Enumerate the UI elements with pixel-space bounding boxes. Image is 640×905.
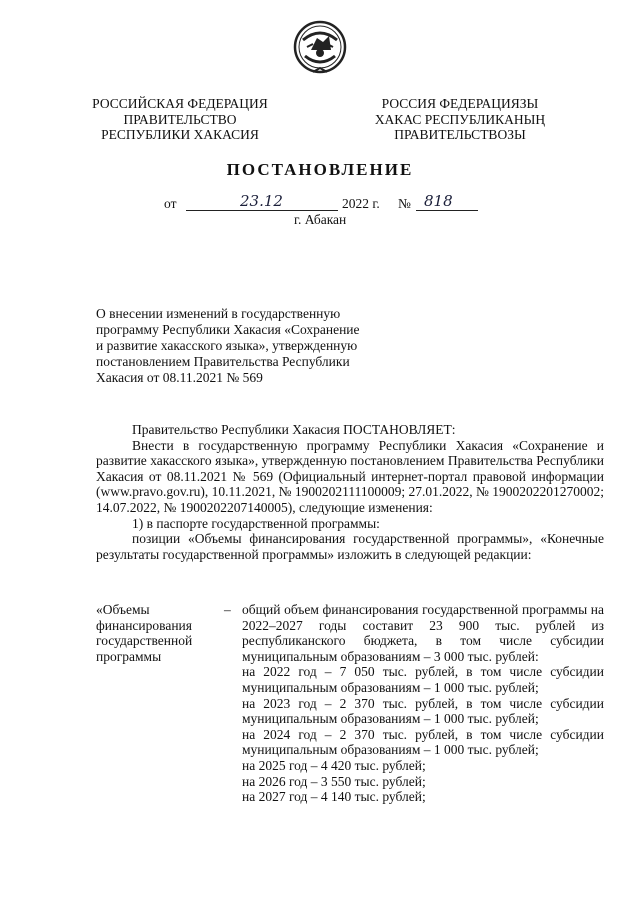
number-label: № [398,196,411,211]
table-left-line: финансирования [96,617,192,633]
city-label: г. Абакан [294,212,347,227]
header-right-line: ХАКАС РЕСПУБЛИКАНЫҢ [374,111,546,127]
subject-line: и развитие хакасского языка», утвержденную [96,338,358,353]
financing-item: на 2025 год – 4 420 тыс. рублей; [242,757,426,773]
header-left-line: РОССИЙСКАЯ ФЕДЕРАЦИЯ [92,96,268,111]
subject-block [96,306,372,386]
body-paragraph: Внести в государственную программу Республики Хакасия «Сохранение и развитие хакасского языка», утвержденную постановлением Правительства Республики Хакасия от 08.11.2021 № 569 (Официальный интернет-портал правовой информации (www.pravo.gov.ru), 10.11.2021, № 1900202111100009; 27.01.2022, № 1900202201270002; 14.07.2022, № 1900202207140005), следующие изменения: [96,437,604,515]
table-left-column [96,602,220,664]
table-left-line: программы [96,648,162,664]
from-label: от [164,196,177,211]
table-left-line: государственной [96,633,193,649]
financing-item: на 2024 год – 2 370 тыс. рублей, в том числе субсидии муниципальным образованиям – 1 000 тыс. рублей; [242,726,604,758]
subject-line: программу Республики Хакасия «Сохранение [96,322,360,337]
table-left-line: «Объемы [96,602,150,617]
header-right [360,96,560,143]
financing-item: на 2027 год – 4 140 тыс. рублей; [242,789,426,805]
financing-item: на 2023 год – 2 370 тыс. рублей, в том числе субсидии муниципальным образованиям – 1 000 тыс. рублей; [242,695,604,727]
body-paragraph: 1) в паспорте государственной программы: [132,515,380,531]
financing-item: на 2026 год – 3 550 тыс. рублей; [242,773,426,789]
financing-item: на 2022 год – 7 050 тыс. рублей, в том числе субсидии муниципальным образованиям – 1 000 тыс. рублей; [242,664,604,695]
header-right-line: ПРАВИТЕЛЬСТВОЗЫ [394,127,526,142]
header-left [80,96,280,143]
year-label: 2022 г. [342,196,380,211]
header-right-line: РОССИЯ ФЕДЕРАЦИЯЗЫ [381,96,539,111]
body-paragraph: Правительство Республики Хакасия ПОСТАНОВЛЯЕТ: [132,422,456,437]
body-paragraph: позиции «Объемы финансирования государственной программы», «Конечные результаты государственной программы» изложить в следующей редакции: [96,531,604,562]
table-dash: – [224,602,231,617]
header-left-line: ПРАВИТЕЛЬСТВО [123,111,237,127]
document-title: ПОСТАНОВЛЕНИЕ [226,160,414,179]
subject-line: постановлением Правительства Республики [96,354,350,369]
header-left-line: РЕСПУБЛИКИ ХАКАСИЯ [101,127,259,142]
handwritten-date: 23.12 [240,192,283,210]
subject-line: О внесении изменений в государственную [96,306,341,321]
coat-of-arms-emblem [293,20,347,76]
financing-item: общий объем финансирования государственной программы на 2022–2027 годы составит 23 900 тыс. рублей из республиканского бюджета, в том числе субсидии муниципальным образованиям – 3 000 тыс. рублей: [242,602,604,664]
document-body [96,422,604,562]
handwritten-number: 818 [424,192,453,210]
table-right-column [242,602,604,805]
subject-line: Хакасия от 08.11.2021 № 569 [96,370,263,385]
